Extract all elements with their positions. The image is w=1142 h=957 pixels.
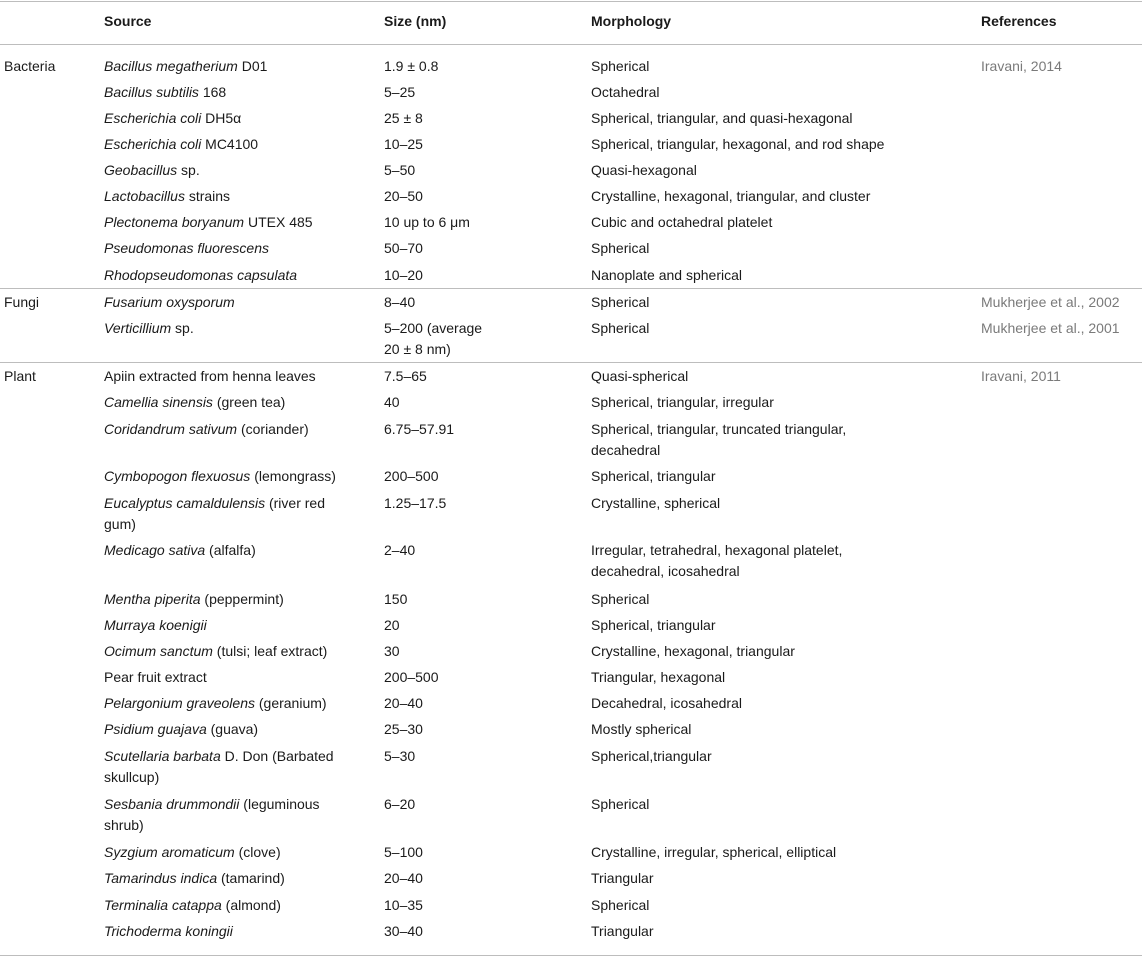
cell-source xyxy=(104,794,320,836)
cell-size: 20–40 xyxy=(384,870,423,886)
cell-reference: Iravani, 2014 xyxy=(981,58,1062,74)
cell-source xyxy=(104,265,297,286)
cell-source xyxy=(104,366,316,387)
species-name: Verticillium xyxy=(104,320,172,336)
source-text: (guava) xyxy=(206,721,259,737)
cell-size: 10–25 xyxy=(384,136,423,152)
species-name: Sesbania drummondii xyxy=(104,796,240,812)
cell-morphology: Quasi-hexagonal xyxy=(591,162,697,178)
cell-source xyxy=(104,292,235,313)
source-text: strains xyxy=(184,188,231,204)
source-text: (coriander) xyxy=(237,421,309,437)
header-source: Source xyxy=(104,13,152,29)
cell-morphology: Irregular, tetrahedral, hexagonal platelet, decahedral, icosahedral xyxy=(591,542,843,579)
cell-size: 6–20 xyxy=(384,796,416,812)
source-text: sp. xyxy=(177,162,200,178)
species-name: Plectonema boryanum xyxy=(104,214,245,230)
cell-size: 5–100 xyxy=(384,844,423,860)
species-name: Lactobacillus xyxy=(104,188,185,204)
species-name: Eucalyptus camaldulensis xyxy=(104,495,266,511)
group-label: Plant xyxy=(4,368,36,384)
cell-source xyxy=(104,615,207,636)
group-label: Fungi xyxy=(4,294,40,310)
source-text: UTEX 485 xyxy=(244,214,313,230)
cell-morphology: Spherical, triangular xyxy=(591,468,716,484)
species-name: Tamarindus indica xyxy=(104,870,218,886)
species-name: Murraya koenigii xyxy=(104,617,207,633)
cell-morphology: Nanoplate and spherical xyxy=(591,267,742,283)
source-text: (river red xyxy=(265,495,325,511)
cell-morphology: Crystalline, irregular, spherical, elliptical xyxy=(591,844,837,860)
source-text: Pear fruit extract xyxy=(104,669,207,685)
species-name: Trichoderma koningii xyxy=(104,923,233,939)
cell-source xyxy=(104,56,267,77)
cell-source xyxy=(104,238,269,259)
cell-morphology: Quasi-spherical xyxy=(591,368,689,384)
cell-source xyxy=(104,134,258,155)
cell-morphology: Crystalline, hexagonal, triangular xyxy=(591,643,795,659)
cell-size: 25–30 xyxy=(384,721,423,737)
species-name: Pseudomonas fluorescens xyxy=(104,240,269,256)
species-name: Mentha piperita xyxy=(104,591,201,607)
species-name: Rhodopseudomonas capsulata xyxy=(104,267,298,283)
cell-source xyxy=(104,493,325,535)
cell-morphology: Spherical, triangular, truncated triangular, decahedral xyxy=(591,421,847,458)
cell-size: 10–35 xyxy=(384,897,423,913)
species-name: Cymbopogon flexuosus xyxy=(104,468,251,484)
cell-source xyxy=(104,842,281,863)
source-text: D01 xyxy=(237,58,268,74)
cell-reference: Mukherjee et al., 2002 xyxy=(981,294,1120,310)
header-morphology: Morphology xyxy=(591,13,672,29)
cell-source xyxy=(104,641,327,662)
source-text: (tulsi; leaf extract) xyxy=(212,643,328,659)
cell-source xyxy=(104,746,334,788)
cell-size: 1.25–17.5 xyxy=(384,495,447,511)
cell-source xyxy=(104,868,285,889)
cell-morphology: Spherical, triangular, hexagonal, and rod shape xyxy=(591,136,885,152)
cell-reference: Iravani, 2011 xyxy=(981,368,1061,384)
cell-source xyxy=(104,667,207,688)
cell-size: 10 up to 6 μm xyxy=(384,214,470,230)
cell-size: 5–50 xyxy=(384,162,416,178)
cell-source xyxy=(104,540,256,561)
cell-size: 7.5–65 xyxy=(384,368,427,384)
cell-morphology: Spherical xyxy=(591,897,650,913)
cell-size: 2–40 xyxy=(384,542,416,558)
cell-size: 6.75–57.91 xyxy=(384,421,455,437)
cell-morphology: Crystalline, spherical xyxy=(591,495,721,511)
cell-morphology: Crystalline, hexagonal, triangular, and cluster xyxy=(591,188,871,204)
cell-reference: Mukherjee et al., 2001 xyxy=(981,320,1120,336)
cell-morphology: Decahedral, icosahedral xyxy=(591,695,742,711)
cell-source xyxy=(104,895,281,916)
cell-source xyxy=(104,693,327,714)
cell-size: 150 xyxy=(384,591,408,607)
cell-source xyxy=(104,921,233,942)
cell-source xyxy=(104,82,226,103)
cell-source xyxy=(104,160,200,181)
cell-morphology: Spherical, triangular, irregular xyxy=(591,394,774,410)
cell-size: 8–40 xyxy=(384,294,416,310)
cell-morphology: Spherical xyxy=(591,320,650,336)
cell-morphology: Spherical xyxy=(591,58,650,74)
species-name: Geobacillus xyxy=(104,162,178,178)
cell-morphology: Spherical xyxy=(591,796,650,812)
source-text: (geranium) xyxy=(254,695,327,711)
cell-morphology: Triangular, hexagonal xyxy=(591,669,726,685)
source-text: D. Don (Barbated xyxy=(220,748,334,764)
cell-size: 200–500 xyxy=(384,468,439,484)
source-text: 168 xyxy=(198,84,227,100)
table-bottom-rule xyxy=(0,955,1142,956)
header-references: References xyxy=(981,13,1057,29)
cell-source xyxy=(104,466,336,487)
cell-source xyxy=(104,212,313,233)
source-text: DH5α xyxy=(201,110,242,126)
source-text: (green tea) xyxy=(212,394,286,410)
cell-size: 40 xyxy=(384,394,400,410)
cell-source xyxy=(104,186,230,207)
source-text: sp. xyxy=(171,320,194,336)
cell-size: 25 ± 8 xyxy=(384,110,423,126)
species-name: Bacillus megatherium xyxy=(104,58,238,74)
cell-source xyxy=(104,719,258,740)
species-name: Scutellaria barbata xyxy=(104,748,221,764)
cell-morphology: Spherical, triangular, and quasi-hexagonal xyxy=(591,110,853,126)
group-separator-rule xyxy=(0,288,1142,289)
cell-size: 1.9 ± 0.8 xyxy=(384,58,439,74)
cell-size: 10–20 xyxy=(384,267,423,283)
species-name: Terminalia catappa xyxy=(104,897,222,913)
species-name: Fusarium oxysporum xyxy=(104,294,235,310)
cell-size: 5–200 (average 20 ± 8 nm) xyxy=(384,320,483,357)
cell-source xyxy=(104,392,285,413)
cell-morphology: Triangular xyxy=(591,870,654,886)
species-name: Escherichia coli xyxy=(104,136,202,152)
header-bottom-rule xyxy=(0,44,1142,45)
cell-source xyxy=(104,419,309,440)
cell-size: 30 xyxy=(384,643,400,659)
species-name: Psidium guajava xyxy=(104,721,207,737)
cell-size: 50–70 xyxy=(384,240,423,256)
cell-morphology: Octahedral xyxy=(591,84,660,100)
source-text: (tamarind) xyxy=(217,870,285,886)
cell-morphology: Triangular xyxy=(591,923,654,939)
source-text: (clove) xyxy=(234,844,281,860)
source-text: (almond) xyxy=(221,897,281,913)
source-text: (peppermint) xyxy=(200,591,284,607)
source-text: shrub) xyxy=(104,817,144,833)
cell-source xyxy=(104,589,284,610)
source-text: gum) xyxy=(104,516,136,532)
cell-morphology: Spherical xyxy=(591,240,650,256)
cell-size: 5–30 xyxy=(384,748,416,764)
header-size: Size (nm) xyxy=(384,13,447,29)
cell-morphology: Spherical,triangular xyxy=(591,748,712,764)
cell-size: 20–40 xyxy=(384,695,423,711)
table-top-rule xyxy=(0,1,1142,2)
group-separator-rule xyxy=(0,362,1142,363)
cell-size: 5–25 xyxy=(384,84,416,100)
cell-source xyxy=(104,318,194,339)
group-label: Bacteria xyxy=(4,58,56,74)
species-name: Ocimum sanctum xyxy=(104,643,213,659)
cell-size: 200–500 xyxy=(384,669,439,685)
species-name: Camellia sinensis xyxy=(104,394,213,410)
source-text: MC4100 xyxy=(201,136,259,152)
species-name: Bacillus subtilis xyxy=(104,84,199,100)
source-text: (lemongrass) xyxy=(250,468,336,484)
cell-morphology: Spherical xyxy=(591,294,650,310)
source-text: skullcup) xyxy=(104,769,160,785)
species-name: Escherichia coli xyxy=(104,110,202,126)
source-text: (alfalfa) xyxy=(205,542,256,558)
cell-morphology: Cubic and octahedral platelet xyxy=(591,214,773,230)
cell-size: 20 xyxy=(384,617,400,633)
cell-morphology: Mostly spherical xyxy=(591,721,692,737)
species-name: Pelargonium graveolens xyxy=(104,695,255,711)
species-name: Medicago sativa xyxy=(104,542,206,558)
cell-size: 30–40 xyxy=(384,923,423,939)
source-text: (leguminous xyxy=(239,796,320,812)
species-name: Coridandrum sativum xyxy=(104,421,238,437)
cell-size: 20–50 xyxy=(384,188,423,204)
cell-source xyxy=(104,108,241,129)
cell-morphology: Spherical xyxy=(591,591,650,607)
species-name: Syzgium aromaticum xyxy=(104,844,235,860)
source-text: Apiin extracted from henna leaves xyxy=(104,368,316,384)
cell-morphology: Spherical, triangular xyxy=(591,617,716,633)
